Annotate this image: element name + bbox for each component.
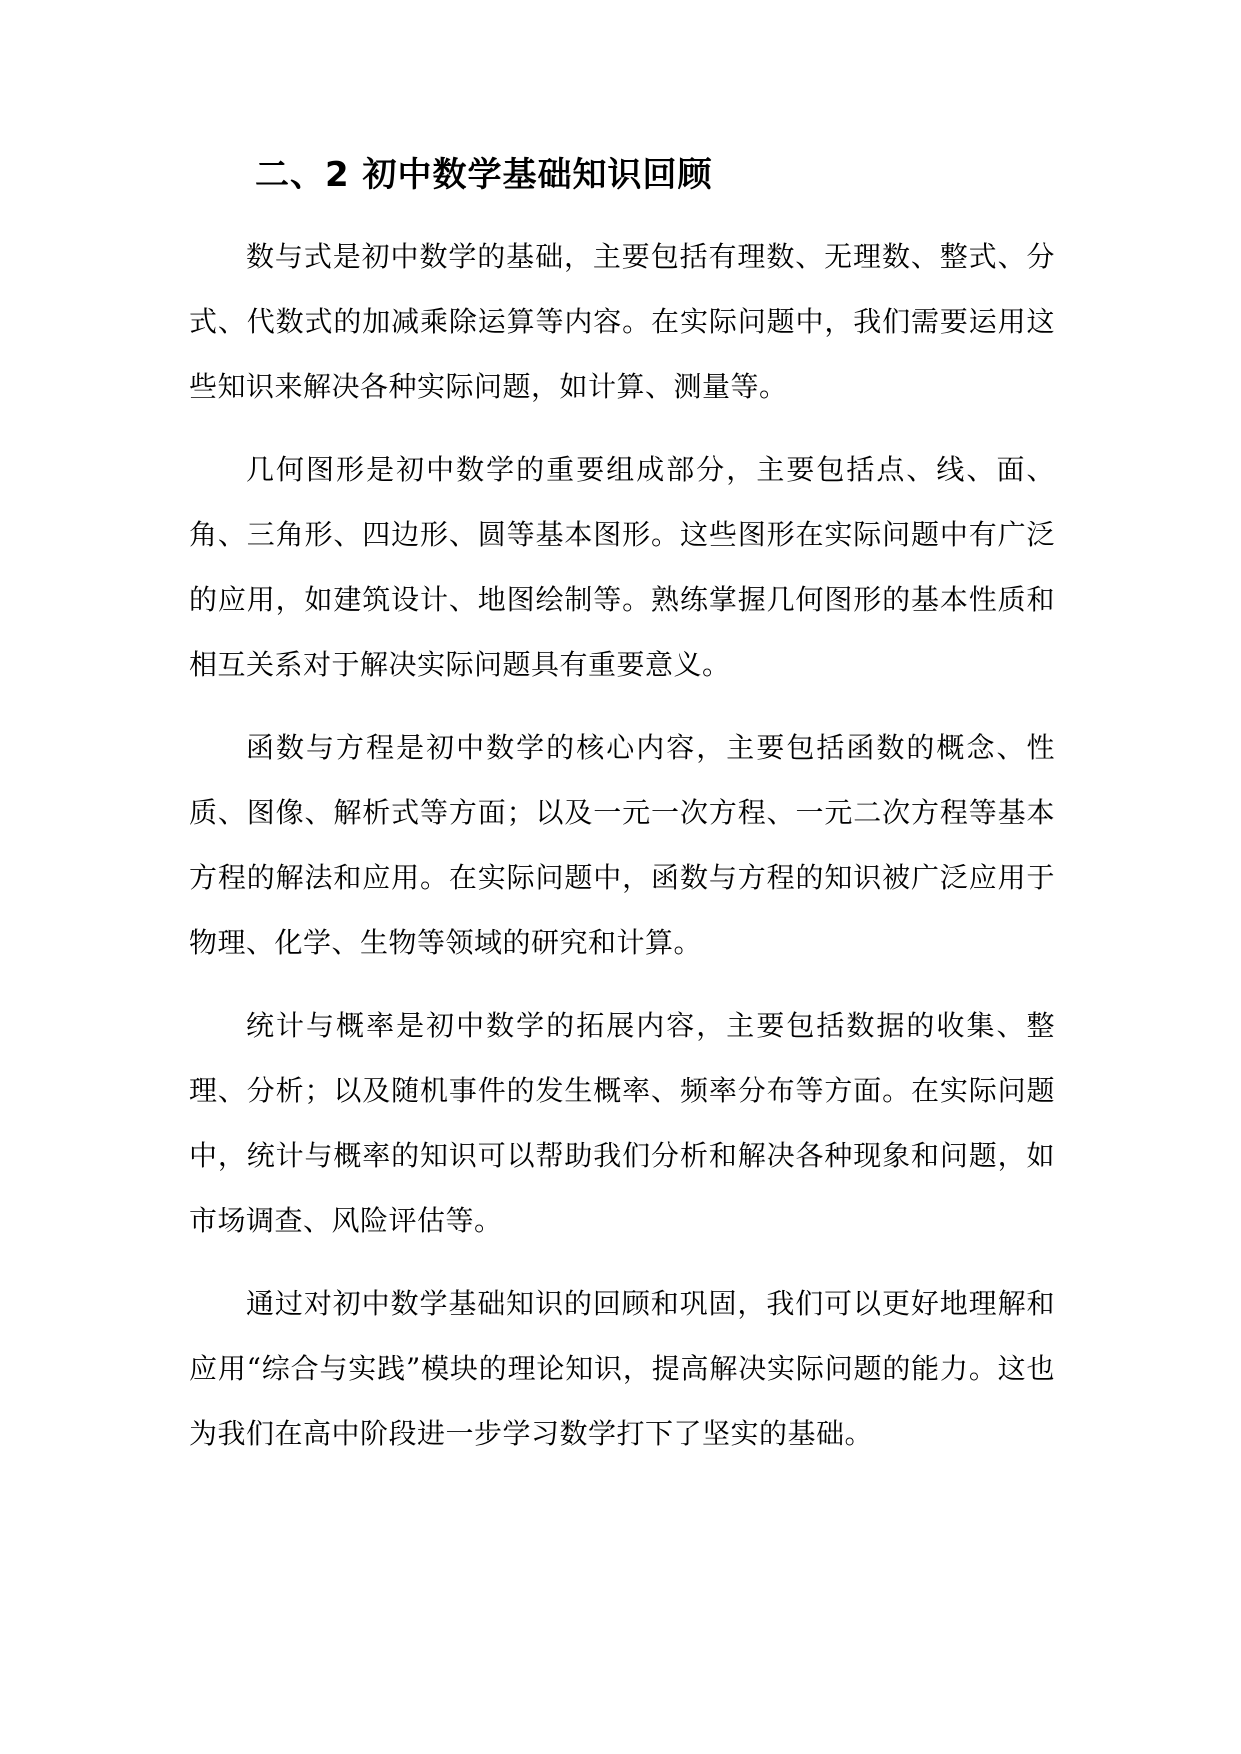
document-body xyxy=(189,150,1055,1484)
section-heading: 二、2 初中数学基础知识回顾 xyxy=(255,155,713,195)
paragraph-conclusion: 通过对初中数学基础知识的回顾和巩固，我们可以更好地理解和应用“综合与实践”模块的理论知识，提高解决实际问题的能力。这也为我们在高中阶段进一步学习数学打下了坚实的基础。 xyxy=(189,1287,1055,1450)
paragraph-functions-and-equations: 函数与方程是初中数学的核心内容，主要包括函数的概念、性质、图像、解析式等方面；以及一元一次方程、一元二次方程等基本方程的解法和应用。在实际问题中，函数与方程的知识被广泛应用于物理、化学、生物等领域的研究和计算。 xyxy=(189,731,1055,959)
paragraph-numbers-and-expressions: 数与式是初中数学的基础，主要包括有理数、无理数、整式、分式、代数式的加减乘除运算等内容。在实际问题中，我们需要运用这些知识来解决各种实际问题，如计算、测量等。 xyxy=(189,240,1055,403)
paragraph-statistics-and-probability: 统计与概率是初中数学的拓展内容，主要包括数据的收集、整理、分析；以及随机事件的发生概率、频率分布等方面。在实际问题中，统计与概率的知识可以帮助我们分析和解决各种现象和问题，如市场调查、风险评估等。 xyxy=(189,1009,1055,1237)
paragraph-geometry: 几何图形是初中数学的重要组成部分，主要包括点、线、面、角、三角形、四边形、圆等基本图形。这些图形在实际问题中有广泛的应用，如建筑设计、地图绘制等。熟练掌握几何图形的基本性质和相互关系对于解决实际问题具有重要意义。 xyxy=(189,453,1055,681)
